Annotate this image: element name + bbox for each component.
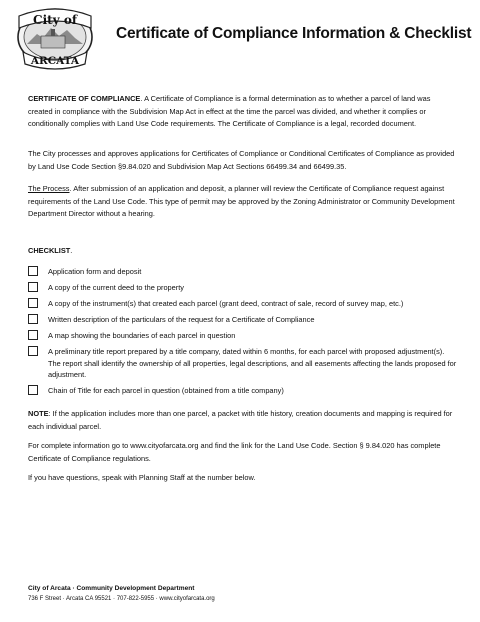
seal-icon — [13, 4, 97, 70]
checkbox[interactable] — [28, 330, 38, 340]
intro-paragraph-authority: The City processes and approves applications for Certificates of Compliance or Conditional Certificates of Compliance as provided by Land Use Code Section §9.84.020 and Subdivision Map Act Sections 66499.34 and 66499.35. — [28, 149, 455, 171]
intro-paragraph-process — [28, 183, 456, 221]
checklist-item-boundary-map — [28, 330, 458, 341]
checklist-item-label: A map showing the boundaries of each parcel in question — [48, 331, 236, 341]
note-text: : If the application includes more than one parcel, a packet with title history, creation documents and mapping is required for each individual parcel. — [28, 409, 453, 431]
checklist-item-label: Application form and deposit — [48, 267, 142, 276]
info-paragraph: For complete information go to www.cityofarcata.org and find the link for the Land Use Code. Section § 9.84.020 has complete Certificate of Compliance regulations. — [28, 441, 441, 463]
footer — [28, 584, 215, 604]
checklist-item-application-form — [28, 266, 458, 277]
checkbox[interactable] — [28, 282, 38, 292]
checklist-item-label: Written description of the particulars of the request for a Certificate of Compliance — [48, 315, 315, 325]
footer-address: 736 F Street · Arcata CA 95521 · 707-822-5955 · www.cityofarcata.org — [28, 596, 215, 602]
page-title: Certificate of Compliance Information & Checklist — [116, 25, 472, 42]
note-paragraph — [28, 408, 456, 433]
footer-department: City of Arcata · Community Development Department — [28, 585, 195, 592]
checkbox[interactable] — [28, 314, 38, 324]
definition-text: . A Certificate of Compliance is a formal determination as to whether a parcel of land was created in compliance with the Subdivision Map Act in effect at the time the parcel was divided, and whether it complies or conditionally complies with Land Use Code requirements. The Certificate of Compliance is a legal, recorded document. — [28, 94, 431, 129]
checkbox[interactable] — [28, 298, 38, 308]
definition-lead: CERTIFICATE OF COMPLIANCE — [28, 94, 141, 103]
checklist-heading-text: CHECKLIST — [28, 246, 71, 255]
checkbox[interactable] — [28, 266, 38, 276]
checklist-item-label: Chain of Title for each parcel in question (obtained from a title company) — [48, 385, 284, 395]
checklist-item-title-report — [28, 346, 458, 380]
checklist-heading-suffix: . — [70, 246, 73, 255]
checklist-item-instrument-copy — [28, 298, 458, 309]
process-text: . After submission of an application and deposit, a planner will review the Certificate of Compliance request against requirements of the Land Use Code. This type of permit may be approved by the Zoning Administrator or Community Development Department Director without a hearing. — [28, 184, 455, 219]
seal-bottom-text: ARCATA — [30, 55, 80, 67]
checklist — [28, 266, 458, 401]
checklist-item-written-description — [28, 314, 458, 325]
checkbox[interactable] — [28, 346, 38, 356]
intro-paragraph-definition — [28, 93, 456, 131]
process-lead: The Process — [28, 184, 70, 193]
contact-paragraph: If you have questions, speak with Planning Staff at the number below. — [28, 473, 256, 482]
checklist-item-label: A preliminary title report prepared by a title company, dated within 6 months, for each parcel with proposed adjustment(s). The report shall identify the ownership of all properties, legal descriptions, and all easements affecting the lands proposed for adjustment. — [48, 347, 457, 379]
checklist-item-label: A copy of the current deed to the property — [48, 283, 184, 293]
checkbox[interactable] — [28, 385, 38, 395]
checklist-heading — [28, 246, 72, 255]
checklist-item-label: A copy of the instrument(s) that created each parcel (grant deed, contract of sale, record of survey map, etc.) — [48, 299, 404, 309]
city-seal-logo — [13, 4, 97, 70]
checklist-item-current-deed — [28, 282, 458, 293]
seal-top-text: City of — [33, 13, 77, 27]
note-lead: NOTE — [28, 409, 49, 418]
checklist-item-chain-of-title — [28, 385, 458, 396]
